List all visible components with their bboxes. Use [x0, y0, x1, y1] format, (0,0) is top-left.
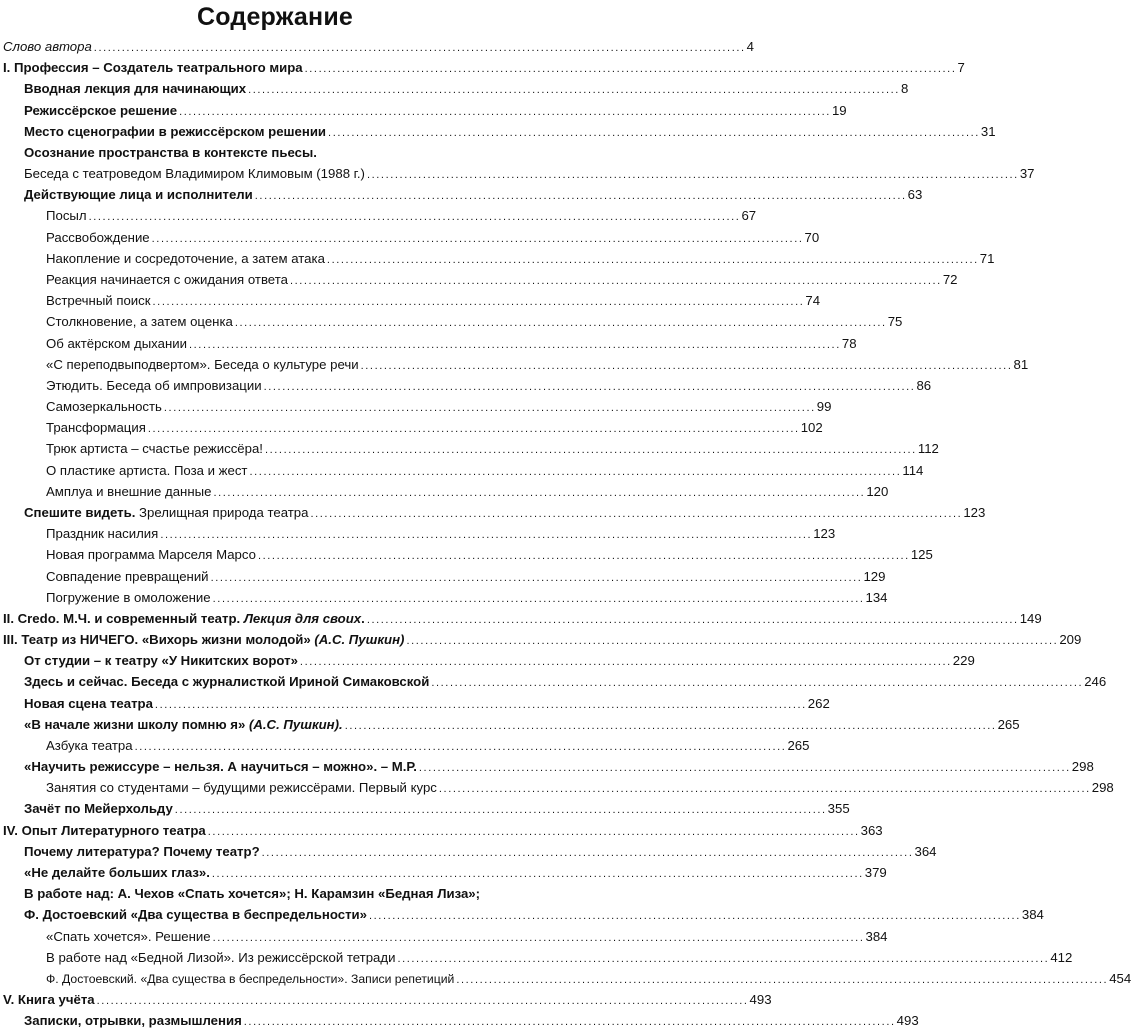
toc-row	[0, 1010, 919, 1031]
toc-entry-title	[24, 184, 253, 205]
toc-row	[0, 205, 757, 226]
toc-page-number: 454	[1109, 970, 1131, 986]
toc-title-segment: Вводная лекция для начинающих	[24, 81, 247, 97]
toc-title-segment: От студии – к театру «У Никитских ворот»	[24, 653, 298, 669]
toc-row	[0, 798, 850, 819]
toc-entry-title	[24, 650, 298, 671]
toc-entry-title	[46, 460, 247, 481]
toc-entry[interactable]	[24, 650, 975, 671]
toc-leader-dots: ............................................................................................................................................	[134, 740, 787, 753]
toc-entry[interactable]	[46, 269, 958, 290]
toc-entry[interactable]	[46, 777, 1114, 798]
toc-leader-dots: ............................................................................................................................................	[152, 296, 805, 309]
toc-row	[0, 926, 888, 947]
toc-title-segment: IV. Опыт Литературного театра	[3, 822, 206, 838]
toc-leader-dots: ............................................................................................................................................	[207, 825, 860, 838]
toc-row	[0, 608, 1042, 629]
toc-entry-title	[3, 608, 365, 629]
toc-entry[interactable]	[24, 714, 1020, 735]
toc-page-number: 125	[910, 547, 933, 563]
toc-page-number: 229	[952, 653, 975, 669]
toc-entry[interactable]	[46, 248, 995, 269]
toc-entry[interactable]	[24, 121, 996, 142]
toc-leader-dots: ............................................................................................................................................	[304, 63, 957, 76]
toc-title-segment: Место сценографии в режиссёрском решении	[24, 123, 327, 139]
toc-entry[interactable]	[46, 438, 939, 459]
toc-entry-title	[24, 862, 210, 883]
toc-leader-dots: ............................................................................................................................................	[257, 550, 910, 563]
toc-title-segment: Самозеркальность	[46, 399, 162, 415]
toc-entry-title	[46, 481, 211, 502]
toc-entry-title	[46, 354, 359, 375]
toc-leader-dots: ............................................................................................................................................	[264, 444, 917, 457]
toc-entry[interactable]	[3, 629, 1082, 650]
toc-title-segment: Ф. Достоевский. «Два существа в беспредельности». Записи репетиций	[46, 971, 455, 986]
toc-row	[0, 777, 1114, 798]
toc-leader-dots: ............................................................................................................................................	[234, 317, 887, 330]
toc-row	[0, 650, 975, 671]
toc-leader-dots: ............................................................................................................................................	[456, 973, 1109, 986]
toc-row	[0, 290, 821, 311]
toc-page-number: 265	[997, 716, 1020, 732]
toc-row	[0, 989, 772, 1010]
toc-page-number: 71	[979, 250, 995, 266]
toc-title-segment: «Спать хочется». Решение	[46, 928, 211, 944]
toc-entry-title	[24, 841, 260, 862]
toc-row	[0, 820, 883, 841]
toc-leader-dots: ............................................................................................................................................	[147, 423, 800, 436]
toc-page-number: 78	[841, 335, 857, 351]
toc-page-number: 265	[787, 737, 810, 753]
toc-leader-dots: ............................................................................................................................................	[154, 698, 807, 711]
toc-title-segment: Почему литература? Почему театр?	[24, 843, 260, 859]
toc-entry[interactable]	[46, 481, 889, 502]
toc-entry-title	[24, 121, 326, 142]
toc-entry[interactable]	[46, 290, 821, 311]
toc-entry[interactable]	[24, 502, 986, 523]
toc-leader-dots: ............................................................................................................................................	[397, 952, 1050, 965]
toc-page-number: 37	[1019, 166, 1035, 182]
toc-row	[0, 693, 830, 714]
toc-title-segment: Праздник насилия	[46, 526, 159, 542]
toc-row	[0, 460, 924, 481]
toc-page-number: 72	[942, 271, 958, 287]
toc-entry[interactable]	[3, 36, 755, 57]
toc-entry[interactable]	[46, 460, 924, 481]
toc-entry[interactable]	[24, 883, 542, 904]
toc-title-segment: «В начале жизни школу помню я»	[24, 716, 249, 732]
toc-entry-title	[46, 396, 162, 417]
toc-page-number: 129	[863, 568, 886, 584]
toc-title-segment: Амплуа и внешние данные	[46, 483, 212, 499]
toc-title-segment: Беседа с театроведом Владимиром Климовым (1988 г.)	[24, 166, 365, 182]
toc-entry-title	[46, 777, 437, 798]
toc-entry[interactable]	[24, 142, 542, 163]
toc-entry-title	[46, 375, 262, 396]
toc-title-segment: Этюдить. Беседа об импровизации	[46, 377, 262, 393]
toc-title-segment: (А.С. Пушкин)	[314, 632, 405, 648]
toc-title-segment: (А.С. Пушкин).	[248, 716, 343, 732]
toc-entry[interactable]	[24, 1010, 919, 1031]
toc-entry[interactable]	[46, 311, 903, 332]
toc-page-number: 246	[1084, 674, 1107, 690]
toc-row	[0, 184, 923, 205]
toc-leader-dots: ............................................................................................................................................	[263, 380, 916, 393]
toc-entry-title	[46, 566, 209, 587]
toc-title-segment: О пластике артиста. Поза и жест	[46, 462, 248, 478]
toc-title-segment: Здесь и сейчас. Беседа с журналисткой Ириной Симаковской	[24, 674, 430, 690]
toc-leader-dots: ............................................................................................................................................	[212, 931, 865, 944]
toc-leader-dots: ............................................................................................................................................	[210, 571, 863, 584]
toc-title-segment: Спешите видеть.	[24, 504, 136, 520]
toc-page-number: 123	[963, 504, 986, 520]
toc-entry-title	[46, 735, 133, 756]
toc-title-segment: В работе над «Бедной Лизой». Из режиссёрской тетради	[46, 949, 396, 965]
toc-entry[interactable]	[46, 947, 1073, 968]
toc-entry-title	[46, 227, 150, 248]
toc-title-segment: Посыл	[46, 208, 87, 224]
toc-entry[interactable]	[24, 862, 887, 883]
toc-entry-title	[3, 820, 206, 841]
toc-row	[0, 735, 810, 756]
toc-leader-dots: ............................................................................................................................................	[249, 465, 902, 478]
toc-title-segment: Осознание пространства в контексте пьесы.	[24, 144, 317, 160]
toc-entry[interactable]	[46, 587, 888, 608]
toc-page-number: 355	[827, 801, 850, 817]
toc-page-number: 74	[805, 293, 821, 309]
toc-page-number: 120	[866, 483, 889, 499]
toc-title-segment: Действующие лица и исполнители	[24, 187, 253, 203]
toc-entry[interactable]	[46, 544, 933, 565]
toc-leader-dots: ............................................................................................................................................	[261, 846, 914, 859]
toc-row	[0, 396, 832, 417]
toc-entry[interactable]	[46, 375, 932, 396]
toc-row	[0, 36, 755, 57]
toc-title-segment: «С переподвыподвертом». Беседа о культуре речи	[46, 356, 359, 372]
toc-entry-title	[24, 714, 343, 735]
toc-title-segment: В работе над: А. Чехов «Спать хочется»; Н. Карамзин «Бедная Лиза»;	[24, 886, 481, 902]
toc-row	[0, 163, 1035, 184]
toc-row	[0, 121, 996, 142]
toc-entry[interactable]	[46, 354, 1029, 375]
toc-entry-title	[46, 417, 146, 438]
toc-entry-title	[46, 311, 233, 332]
toc-title-segment: Встречный поиск	[46, 293, 151, 309]
toc-entry-title	[24, 502, 308, 523]
toc-row	[0, 100, 847, 121]
toc-title-segment: Трансформация	[46, 420, 146, 436]
toc-entry-title	[46, 438, 263, 459]
toc-title-segment: V. Книга учёта	[3, 992, 95, 1008]
toc-page-number: 4	[746, 39, 755, 54]
toc-page-number: 298	[1091, 780, 1114, 796]
toc-page-number: 379	[864, 865, 887, 881]
toc-title-segment: Столкновение, а затем оценка	[46, 314, 233, 330]
toc-leader-dots: ............................................................................................................................................	[418, 762, 1071, 775]
toc-row	[0, 756, 1094, 777]
toc-page-number: 123	[813, 526, 836, 542]
toc-page-number: 149	[1019, 610, 1042, 626]
toc-title-segment: «Не делайте больших глаз».	[24, 865, 210, 881]
toc-entry-title	[24, 693, 153, 714]
toc-page-number: 209	[1059, 632, 1082, 648]
toc-title-segment: II. Credo. М.Ч. и современный театр.	[3, 610, 244, 626]
toc-entry-title	[3, 989, 95, 1010]
toc-page-number: 298	[1071, 759, 1094, 775]
toc-leader-dots: ............................................................................................................................................	[88, 211, 741, 224]
toc-page-number: 363	[860, 822, 883, 838]
toc-leader-dots: ............................................................................................................................................	[151, 232, 804, 245]
toc-row	[0, 227, 820, 248]
toc-page-number: 99	[816, 399, 832, 415]
toc-entry[interactable]	[46, 523, 836, 544]
toc-entry-title	[24, 78, 246, 99]
toc-leader-dots: ............................................................................................................................................	[174, 804, 827, 817]
toc-title-segment: .	[361, 610, 365, 626]
toc-row	[0, 57, 965, 78]
toc-title-segment: Накопление и сосредоточение, а затем атака	[46, 250, 325, 266]
toc-row	[0, 375, 932, 396]
toc-title-segment: Записки, отрывки, размышления	[24, 1013, 242, 1029]
toc-row	[0, 544, 933, 565]
toc-entry[interactable]	[46, 417, 823, 438]
toc-row	[0, 354, 1029, 375]
toc-leader-dots: ............................................................................................................................................	[212, 592, 865, 605]
toc-title-segment: Рассвобождение	[46, 229, 150, 245]
page-title: Содержание	[196, 3, 354, 31]
toc-page-number: 134	[865, 589, 888, 605]
toc-title-segment: Трюк артиста – счастье режиссёра!	[46, 441, 263, 457]
toc-entry[interactable]	[24, 904, 1044, 925]
toc-leader-dots: ............................................................................................................................................	[431, 677, 1084, 690]
toc-entry-title	[3, 57, 303, 78]
toc-entry[interactable]	[46, 735, 810, 756]
toc-entry[interactable]	[46, 396, 832, 417]
toc-leader-dots: ............................................................................................................................................	[289, 274, 942, 287]
toc-title-segment: Погружение в омоложение	[46, 589, 211, 605]
toc-row	[0, 862, 887, 883]
toc-entry[interactable]	[3, 989, 772, 1010]
toc-row	[0, 438, 939, 459]
toc-page-number: 81	[1013, 356, 1029, 372]
toc-title-segment: Режиссёрское решение	[24, 102, 178, 118]
toc-leader-dots: ............................................................................................................................................	[406, 635, 1059, 648]
toc-leader-dots: ............................................................................................................................................	[96, 995, 749, 1008]
toc-row	[0, 502, 986, 523]
toc-entry[interactable]	[46, 926, 888, 947]
toc-entry[interactable]	[46, 205, 757, 226]
toc-entry[interactable]	[24, 78, 909, 99]
toc-title-segment: Новая программа Марселя Марсо	[46, 547, 256, 563]
toc-page-number: 493	[896, 1013, 919, 1029]
toc-row	[0, 78, 909, 99]
toc-entry[interactable]	[3, 57, 965, 78]
toc-title-segment: Азбука театра	[46, 737, 133, 753]
toc-leader-dots: ............................................................................................................................................	[213, 486, 866, 499]
toc-row	[0, 883, 550, 904]
toc-row	[0, 333, 857, 354]
toc-leader-dots: ............................................................................................................................................	[366, 613, 1019, 626]
toc-row	[0, 417, 823, 438]
toc-entry-title	[46, 587, 211, 608]
toc-entry-title	[46, 926, 211, 947]
toc-entry-title	[24, 904, 367, 925]
toc-entry[interactable]	[24, 693, 830, 714]
toc-title-segment: «Научить режиссуре – нельзя. А научиться – можно». – М.Р.	[24, 759, 417, 775]
toc-row	[0, 142, 550, 163]
toc-entry-title	[46, 947, 395, 968]
toc-page-number: 384	[1021, 907, 1044, 923]
toc-entry-title	[46, 333, 187, 354]
toc-title-segment: Лекция для своих	[243, 610, 362, 626]
toc-title-segment: Зачёт по Мейерхольду	[24, 801, 173, 817]
toc-row	[0, 968, 1131, 989]
toc-page-number: 493	[749, 992, 772, 1008]
toc-entry[interactable]	[24, 163, 1035, 184]
toc-entry-title	[24, 163, 365, 184]
toc-leader-dots: ............................................................................................................................................	[369, 910, 1021, 923]
toc-entry[interactable]	[24, 756, 1094, 777]
toc-entry-title	[3, 629, 404, 650]
toc-entry[interactable]	[24, 798, 850, 819]
toc-leader-dots: ............................................................................................................................................	[211, 868, 864, 881]
toc-leader-dots: ............................................................................................................................................	[328, 126, 980, 139]
toc-row	[0, 947, 1073, 968]
toc-entry-title	[3, 36, 92, 57]
toc-page-number: 102	[800, 420, 823, 436]
toc-row	[0, 481, 889, 502]
toc-row	[0, 269, 958, 290]
toc-leader-dots: ............................................................................................................................................	[366, 169, 1019, 182]
toc-row	[0, 671, 1107, 692]
toc-entry[interactable]	[24, 841, 937, 862]
toc-row	[0, 311, 903, 332]
toc-entry-title	[46, 290, 151, 311]
toc-title-segment: Реакция начинается с ожидания ответа	[46, 271, 288, 287]
toc-leader-dots: ............................................................................................................................................	[360, 359, 1013, 372]
toc-page-number: 112	[917, 441, 939, 457]
toc-page-number: 384	[865, 928, 888, 944]
toc-entry[interactable]	[46, 333, 857, 354]
toc-page-number: 86	[916, 377, 932, 393]
toc-title-segment: Новая сцена театра	[24, 695, 153, 711]
toc-row	[0, 714, 1020, 735]
toc-title-segment: Об актёрском дыхании	[46, 335, 187, 351]
toc-title-segment: III. Театр из НИЧЕГО. «Вихорь жизни молодой»	[3, 632, 315, 648]
toc-entry-title	[24, 798, 173, 819]
toc-leader-dots: ............................................................................................................................................	[299, 656, 952, 669]
toc-leader-dots: ............................................................................................................................................	[243, 1016, 896, 1029]
toc-entry[interactable]	[46, 227, 820, 248]
toc-row	[0, 523, 836, 544]
toc-leader-dots: ............................................................................................................................................	[326, 253, 979, 266]
toc-title-segment: Ф. Достоевский «Два существа в беспредельности»	[24, 907, 367, 923]
toc-leader-dots: ............................................................................................................................................	[160, 529, 813, 542]
toc-row	[0, 904, 1044, 925]
toc-leader-dots: ............................................................................................................................................	[179, 105, 831, 118]
toc-page-number: 19	[831, 102, 847, 118]
toc-title-segment: I. Профессия – Создатель театрального мира	[3, 60, 303, 76]
toc-leader-dots: ............................................................................................................................................	[93, 42, 746, 54]
toc-leader-dots: ............................................................................................................................................	[163, 402, 816, 415]
toc-row	[0, 248, 995, 269]
toc-page-number: 31	[980, 123, 996, 139]
toc-page-number: 262	[807, 695, 830, 711]
toc-leader-dots: ............................................................................................................................................	[438, 783, 1091, 796]
toc-entry[interactable]	[3, 820, 883, 841]
toc-leader-dots: ............................................................................................................................................	[344, 719, 997, 732]
toc-entry-title	[46, 523, 158, 544]
toc-page-number: 75	[887, 314, 903, 330]
toc-entry[interactable]	[46, 968, 1131, 989]
toc-page-number: 364	[914, 843, 937, 859]
toc-row	[0, 629, 1082, 650]
toc-page-number: 70	[804, 229, 820, 245]
toc-page-number: 7	[957, 60, 965, 76]
toc-title-segment: Совпадение превращений	[46, 568, 209, 584]
toc-entry-title	[24, 671, 429, 692]
toc-entry-title	[24, 142, 317, 163]
toc-title-segment: Занятия со студентами – будущими режиссёрами. Первый курс	[46, 780, 437, 796]
toc-entry-title	[46, 205, 87, 226]
toc-page-number: 67	[741, 208, 757, 224]
toc-entry[interactable]	[24, 184, 923, 205]
toc-entry[interactable]	[24, 671, 1107, 692]
toc-page-number: 8	[900, 81, 909, 97]
toc-row	[0, 841, 937, 862]
toc-title-segment: Зрелищная природа театра	[135, 504, 309, 520]
toc-entry[interactable]	[46, 566, 886, 587]
toc-entry-title	[46, 968, 454, 990]
toc-row	[0, 587, 888, 608]
toc-leader-dots: ............................................................................................................................................	[188, 338, 841, 351]
toc-entry-title	[24, 883, 480, 904]
toc-entry-title	[24, 100, 177, 121]
toc-entry-title	[24, 1010, 242, 1031]
toc-row	[0, 566, 886, 587]
toc-leader-dots: ............................................................................................................................................	[248, 84, 900, 97]
toc-leader-dots: ............................................................................................................................................	[254, 190, 907, 203]
toc-entry-title	[46, 248, 325, 269]
toc-entry-title	[46, 269, 288, 290]
toc-entry-title	[46, 544, 256, 565]
toc-entry[interactable]	[24, 100, 847, 121]
toc-page-number: 412	[1050, 949, 1073, 965]
toc-leader-dots: ............................................................................................................................................	[310, 507, 963, 520]
toc-title-segment: Слово автора	[3, 39, 92, 54]
toc-entry[interactable]	[3, 608, 1042, 629]
toc-page-number: 63	[907, 187, 923, 203]
toc-page-number: 114	[902, 462, 924, 478]
toc-entry-title	[24, 756, 417, 777]
